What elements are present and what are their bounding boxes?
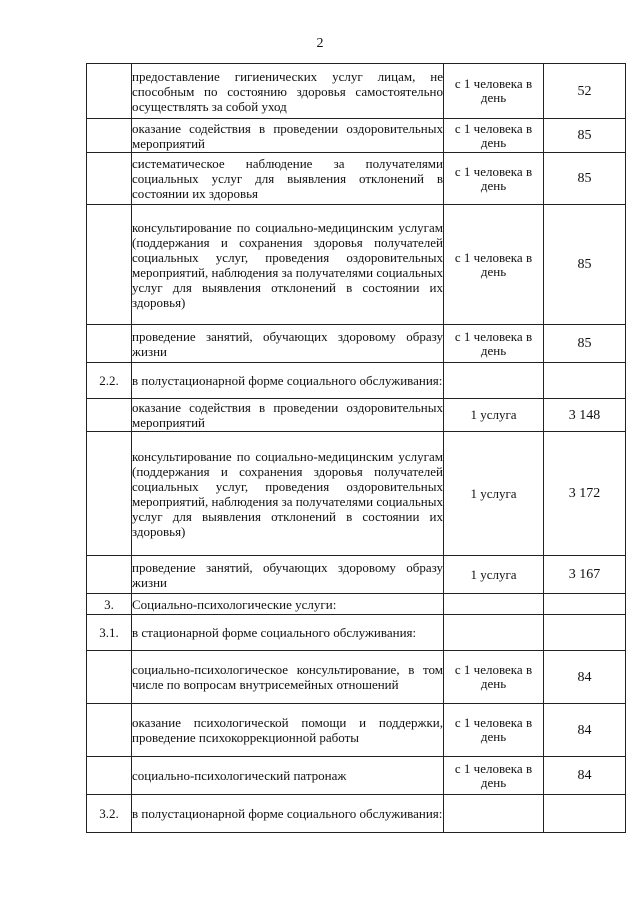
unit-cell <box>444 205 544 325</box>
unit-cell <box>444 325 544 363</box>
table-row <box>87 153 626 205</box>
table-row <box>87 325 626 363</box>
unit-cell <box>444 594 544 615</box>
service-name-cell: оказание содействия в проведении оздоровительных мероприятий <box>132 400 443 430</box>
row-number-cell <box>87 556 132 594</box>
tariff-table <box>86 63 626 833</box>
row-number-cell <box>87 704 132 757</box>
unit-cell <box>444 757 544 795</box>
unit-cell: 1 услуга <box>444 399 544 432</box>
price-cell <box>544 795 626 833</box>
unit-text: с 1 человека в день <box>454 76 533 105</box>
section-number-cell: 3.1. <box>87 615 132 651</box>
price-cell <box>544 594 626 615</box>
row-number-cell <box>87 64 132 119</box>
service-name-cell: оказание содействия в проведении оздоровительных мероприятий <box>132 120 443 151</box>
unit-text: с 1 человека в день <box>454 328 533 358</box>
section-row <box>87 594 626 615</box>
unit-text: с 1 человека в день <box>454 249 533 279</box>
section-number-cell: 3. <box>87 594 132 615</box>
unit-text: с 1 человека в день <box>454 715 533 744</box>
unit-cell <box>444 615 544 651</box>
service-name-cell: оказание психологической помощи и поддержки, проведение психокоррекционной работы <box>132 704 444 757</box>
unit-cell <box>444 153 544 205</box>
price-cell: 84 <box>544 757 626 795</box>
section-row <box>87 363 626 399</box>
unit-cell <box>444 119 544 153</box>
page-number: 2 <box>316 36 324 51</box>
service-name-cell: социально-психологическое консультирование, в том числе по вопросам внутрисемейных отношений <box>132 651 444 704</box>
service-name-cell: систематическое наблюдение за получателями социальных услуг для выявления отклонений в состоянии их здоровья <box>132 153 444 205</box>
price-cell: 84 <box>544 704 626 757</box>
section-title-cell: в стационарной форме социального обслуживания: <box>132 615 444 651</box>
section-title-cell: в полустационарной форме социального обслуживания: <box>132 363 444 399</box>
unit-cell: 1 услуга <box>444 556 544 594</box>
section-title-cell: Социально-психологические услуги: <box>132 594 444 615</box>
table-row <box>87 757 626 795</box>
price-cell <box>544 363 626 399</box>
price-cell <box>544 615 626 651</box>
unit-cell <box>444 363 544 399</box>
row-number-cell <box>87 757 132 795</box>
service-name-cell: предоставление гигиенических услуг лицам, не способным по состоянию здоровья самостоятельно осуществлять за собой уход <box>132 64 444 119</box>
price-cell: 84 <box>544 651 626 704</box>
table-row <box>87 651 626 704</box>
row-number-cell <box>87 432 132 556</box>
unit-text: с 1 человека в день <box>454 120 533 150</box>
price-cell: 85 <box>544 325 626 363</box>
row-number-cell <box>87 325 132 363</box>
service-name-cell: социально-психологический патронаж <box>132 757 444 795</box>
service-name-cell: консультирование по социально-медицинским услугам (поддержания и сохранения здоровья получателей социальных услуг, проведения оздоровительных мероприятий, наблюдения за получателями социальных услуг для выявления отклонений в состоянии их здоровья) <box>132 205 444 325</box>
table-row <box>87 119 626 153</box>
section-number-cell: 2.2. <box>87 363 132 399</box>
table-row <box>87 704 626 757</box>
section-title-cell: в полустационарной форме социального обслуживания: <box>132 795 444 833</box>
unit-cell <box>444 64 544 119</box>
unit-text: с 1 человека в день <box>454 163 533 193</box>
section-row <box>87 615 626 651</box>
service-name-cell: проведение занятий, обучающих здоровому образу жизни <box>132 556 444 594</box>
row-number-cell <box>87 153 132 205</box>
service-name-cell: консультирование по социально-медицинским услугам (поддержания и сохранения здоровья получателей социальных услуг, проведения оздоровительных мероприятий, наблюдения за получателями социальных услуг для выявления отклонений в состоянии их здоровья) <box>132 432 444 556</box>
section-number-cell: 3.2. <box>87 795 132 833</box>
price-cell: 85 <box>544 119 626 153</box>
table-row <box>87 432 626 556</box>
table-row <box>87 205 626 325</box>
price-cell: 85 <box>544 153 626 205</box>
section-row <box>87 795 626 833</box>
unit-cell: 1 услуга <box>444 432 544 556</box>
unit-cell <box>444 651 544 704</box>
price-cell: 3 167 <box>544 556 626 594</box>
row-number-cell <box>87 651 132 704</box>
row-number-cell <box>87 119 132 153</box>
unit-text: с 1 человека в день <box>454 662 533 691</box>
price-cell: 3 148 <box>544 399 626 432</box>
price-cell: 3 172 <box>544 432 626 556</box>
unit-cell <box>444 704 544 757</box>
table-row <box>87 556 626 594</box>
service-name-cell: проведение занятий, обучающих здоровому образу жизни <box>132 325 444 363</box>
table-row <box>87 64 626 119</box>
unit-cell <box>444 795 544 833</box>
price-cell: 52 <box>544 64 626 119</box>
row-number-cell <box>87 399 132 432</box>
row-number-cell <box>87 205 132 325</box>
price-cell: 85 <box>544 205 626 325</box>
table-row <box>87 399 626 432</box>
unit-text: с 1 человека в день <box>454 760 533 790</box>
